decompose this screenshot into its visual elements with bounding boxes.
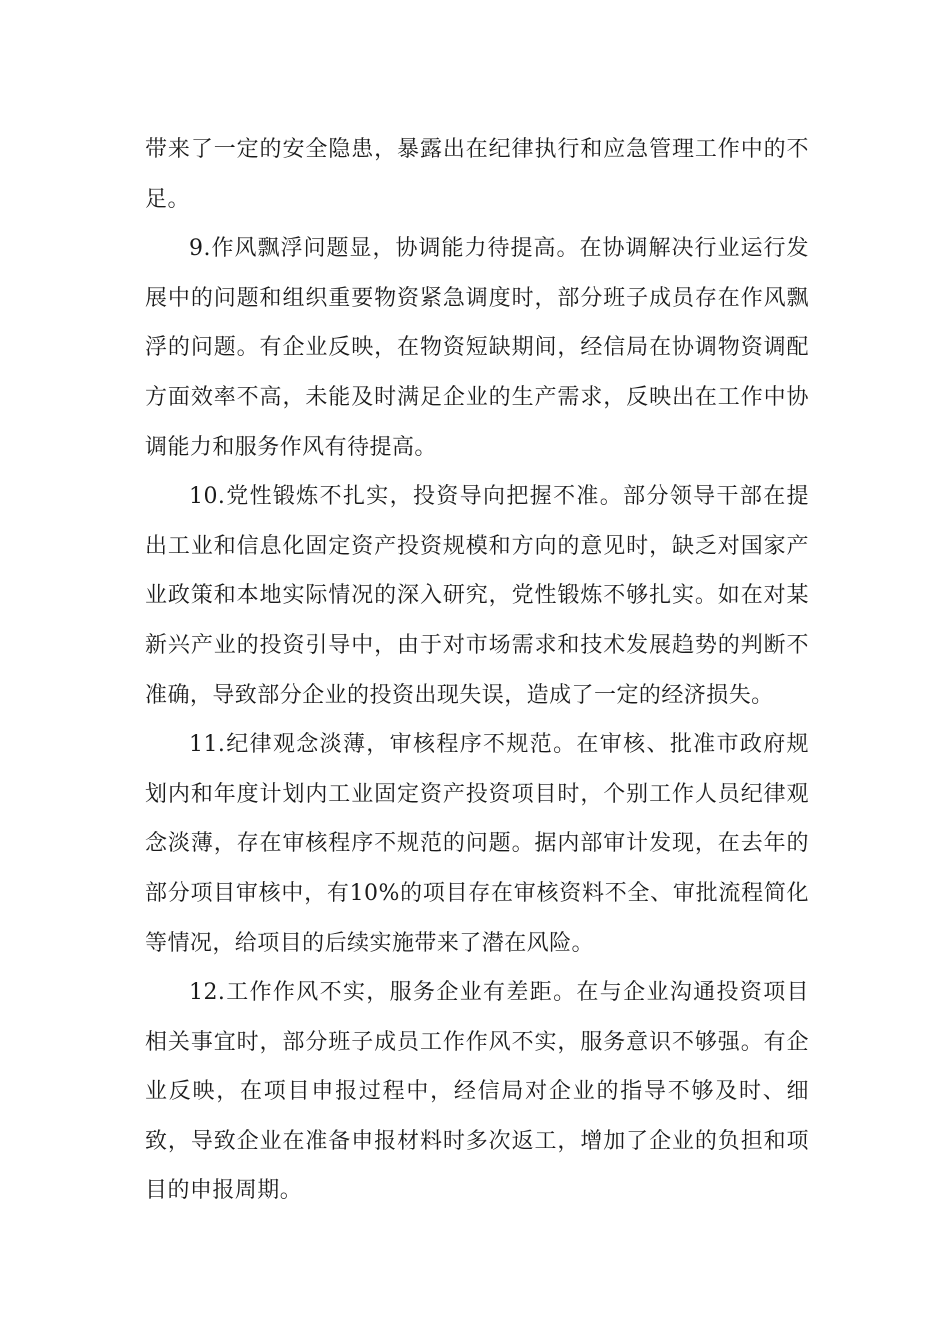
paragraph-item-12: 12.工作作风不实，服务企业有差距。在与企业沟通投资项目相关事宜时，部分班子成员工作作风不实，服务意识不够强。有企业反映，在项目申报过程中，经信局对企业的指导不够及时、细致，导致企业在准备申报材料时多次返工，增加了企业的负担和项目的申报周期。 xyxy=(145,980,809,1204)
paragraph-item-10: 10.党性锻炼不扎实，投资导向把握不准。部分领导干部在提出工业和信息化固定资产投资规模和方向的意见时，缺乏对国家产业政策和本地实际情况的深入研究，党性锻炼不够扎实。如在对某新兴产业的投资引导中，由于对市场需求和技术发展趋势的判断不准确，导致部分企业的投资出现失误，造成了一定的经济损失。 xyxy=(145,484,809,708)
document-body xyxy=(145,125,809,1216)
paragraph-item-11: 11.纪律观念淡薄，审核程序不规范。在审核、批准市政府规划内和年度计划内工业固定资产投资项目时，个别工作人员纪律观念淡薄，存在审核程序不规范的问题。据内部审计发现，在去年的部分项目审核中，有10%的项目存在审核资料不全、审批流程简化等情况，给项目的后续实施带来了潜在风险。 xyxy=(145,732,809,956)
paragraph-item-9: 9.作风飘浮问题显，协调能力待提高。在协调解决行业运行发展中的问题和组织重要物资紧急调度时，部分班子成员存在作风飘浮的问题。有企业反映，在物资短缺期间，经信局在协调物资调配方面效率不高，未能及时满足企业的生产需求，反映出在工作中协调能力和服务作风有待提高。 xyxy=(145,236,809,460)
paragraph-continuation: 带来了一定的安全隐患，暴露出在纪律执行和应急管理工作中的不足。 xyxy=(145,137,809,212)
